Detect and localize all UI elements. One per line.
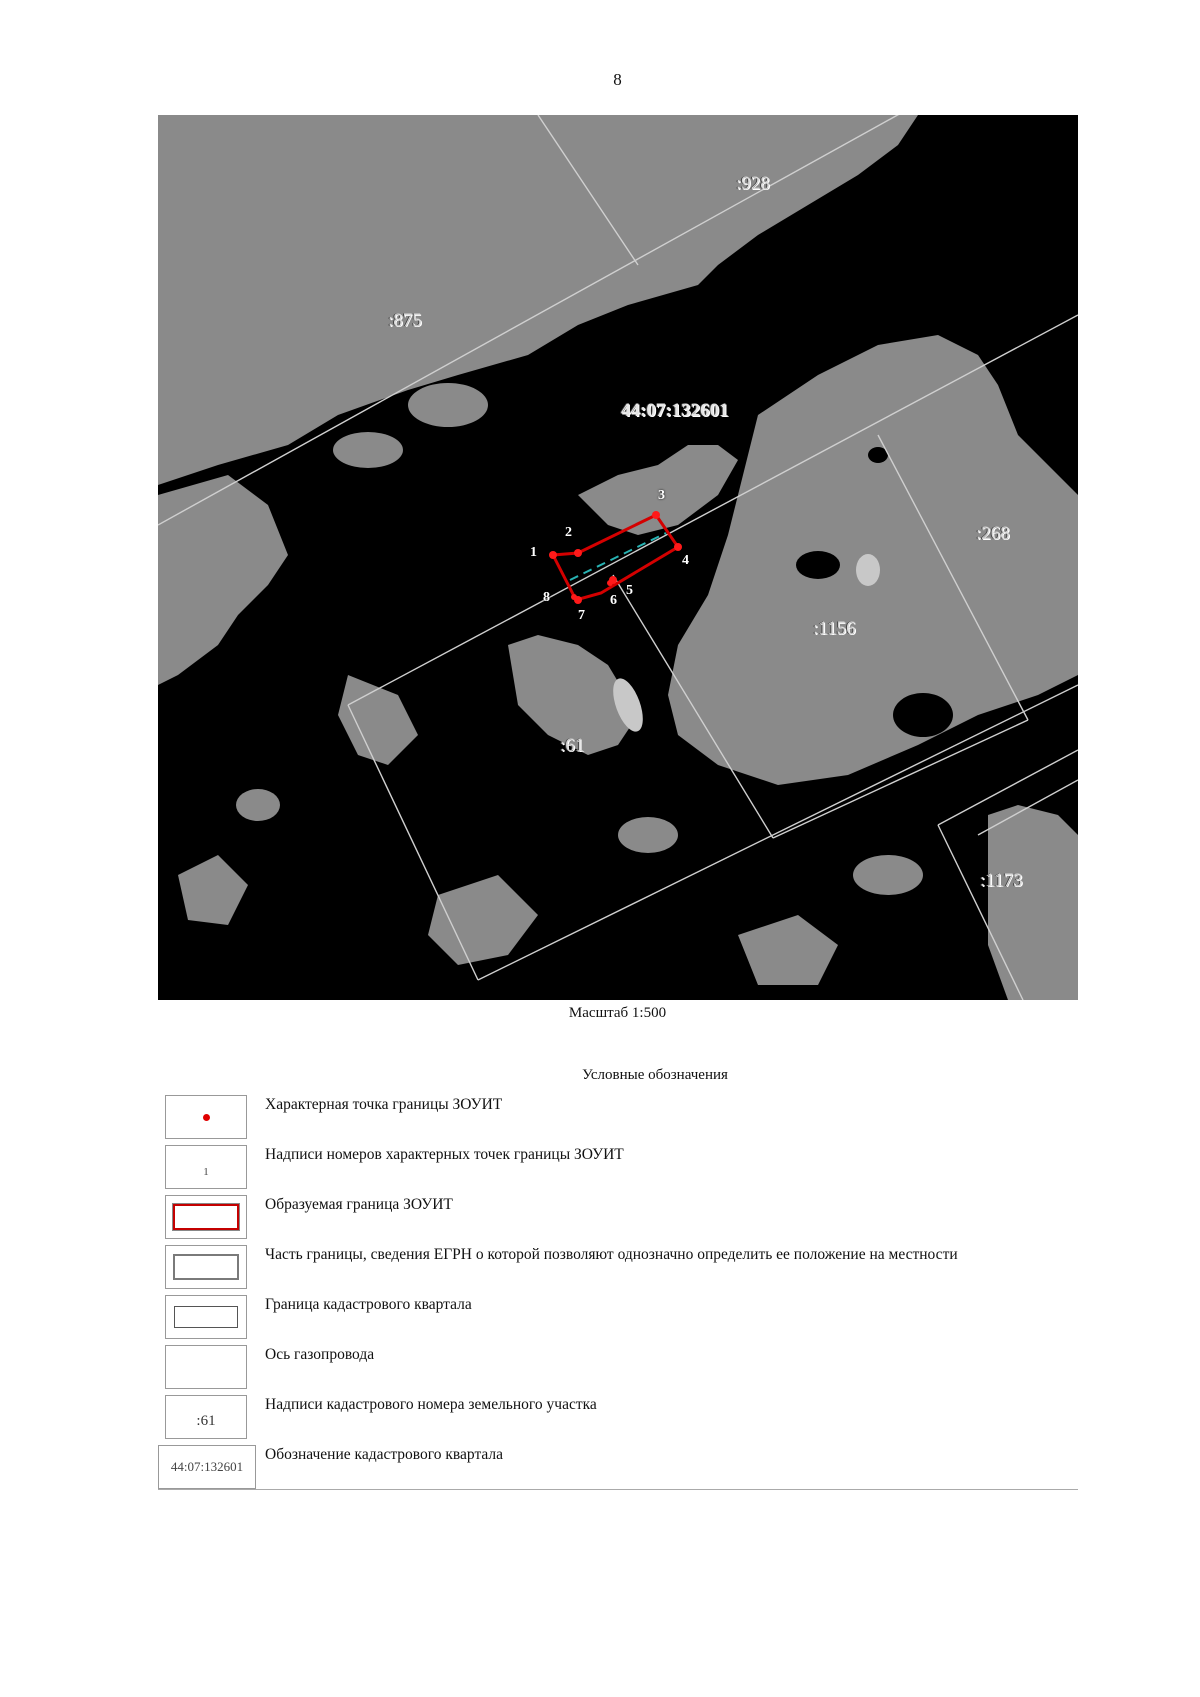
legend-sample-number: [165, 1145, 247, 1189]
legend-sample-grey-rect: [165, 1245, 247, 1289]
point-8: [571, 594, 577, 600]
bottom-rule: [158, 1489, 1078, 1490]
point-4: [674, 543, 682, 551]
point-label-4: 4: [682, 553, 689, 568]
point-1: [549, 551, 557, 559]
legend-text: Обозначение кадастрового квартала: [265, 1446, 504, 1463]
map-drawing: [158, 115, 1078, 1000]
legend-text: Надписи кадастрового номера земельного участка: [265, 1396, 597, 1413]
gas-pipeline-axis: [570, 533, 666, 580]
legend-sample-quarter: [158, 1445, 256, 1489]
legend-sample-thin-rect: [165, 1295, 247, 1339]
point-3: [652, 511, 660, 519]
legend-text: Граница кадастрового квартала: [265, 1296, 472, 1313]
cadastral-map: [158, 115, 1078, 1000]
page-number: 8: [613, 70, 622, 89]
legend-text: Часть границы, сведения ЕГРН о которой позволяют однозначно определить ее положение на местности: [265, 1246, 958, 1263]
parcel-label-1156: :1156: [813, 618, 856, 639]
point-label-5: 5: [626, 583, 633, 598]
red-rectangle-icon: [173, 1204, 239, 1230]
point-label-6: 6: [610, 593, 617, 608]
parcel-label-928: :928: [736, 173, 770, 194]
legend-sample-text: :61: [196, 1412, 216, 1429]
thin-rectangle-icon: [174, 1306, 238, 1328]
point-label-8: 8: [543, 590, 550, 605]
legend-sample-empty: [165, 1345, 247, 1389]
legend-text: Надписи номеров характерных точек границы ЗОУИТ: [265, 1146, 624, 1163]
parcel-label-268: :268: [976, 523, 1010, 544]
legend-sample-point: [165, 1095, 247, 1139]
parcel-label-875: :875: [388, 310, 422, 331]
grey-rectangle-icon: [173, 1254, 239, 1280]
legend-sample-parcel-number: [165, 1395, 247, 1439]
red-dot-icon: [203, 1114, 210, 1121]
legend-text: Образуемая граница ЗОУИТ: [265, 1196, 453, 1213]
point-label-3: 3: [658, 488, 665, 503]
parcel-label-1173: :1173: [980, 870, 1023, 891]
legend-text: Ось газопровода: [265, 1346, 375, 1363]
point-label-1: 1: [530, 545, 537, 560]
map-scale: Масштаб 1:500: [568, 1005, 667, 1021]
point-label-7: 7: [578, 608, 585, 623]
point-6: [607, 580, 613, 586]
point-label-2: 2: [565, 525, 572, 540]
cadastral-quarter-label: 44:07:132601: [621, 400, 729, 421]
parcel-label-61: :61: [560, 735, 585, 756]
legend-sample-text: 44:07:132601: [170, 1459, 244, 1474]
legend-sample-red-rect: [165, 1195, 247, 1239]
legend-title: Условные обозначения: [582, 1067, 728, 1083]
legend-sample-text: 1: [203, 1166, 209, 1178]
legend-text: Характерная точка границы ЗОУИТ: [265, 1096, 503, 1113]
point-2: [574, 549, 582, 557]
